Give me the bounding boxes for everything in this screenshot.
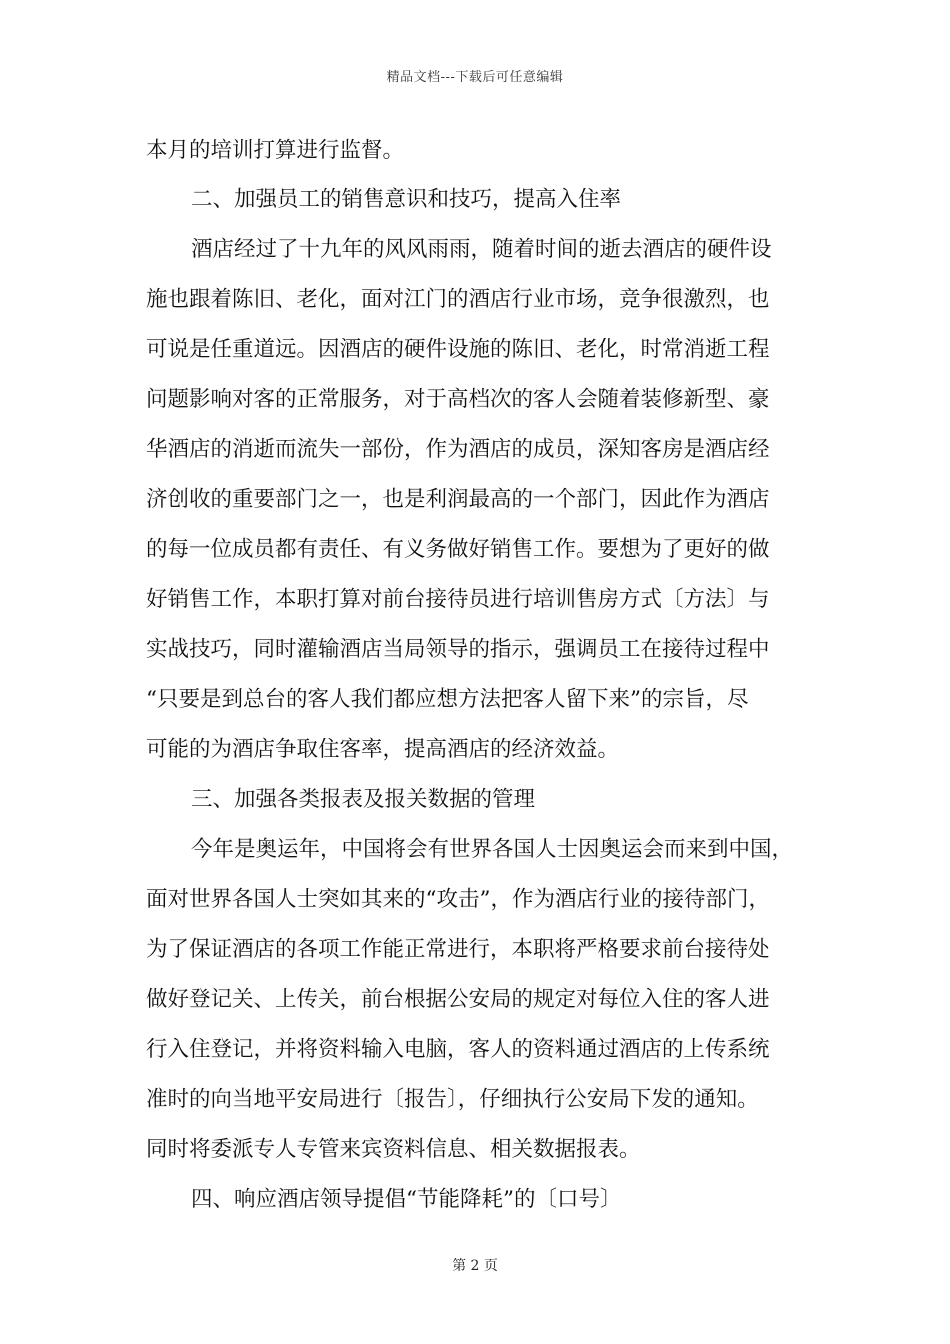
text-line-9: 的每一位成员都有责任、有义务做好销售工作。要想为了更好的做 [146,537,770,562]
text-line-11: 实战技巧，同时灌输酒店当局领导的指示，强调员工在接待过程中 [146,637,770,662]
text-line-8: 济创收的重要部门之一，也是利润最高的一个部门，因此作为酒店 [146,487,770,512]
text-line-13: 可能的为酒店争取住客率，提高酒店的经济效益。 [146,737,620,762]
text-line-16: 面对世界各国人士突如其来的“攻击”，作为酒店行业的接待部门， [146,887,770,912]
text-line-5: 可说是任重道远。因酒店的硬件设施的陈旧、老化，时常消逝工程 [146,337,770,362]
page-header: 精品文档---下载后可任意编辑 [386,70,564,85]
section-heading-3: 三、加强各类报表及报关数据的管理 [191,787,536,812]
text-line-1: 本月的培训打算进行监督。 [146,138,405,163]
text-line-6: 问题影响对客的正常服务，对于高档次的客人会随着装修新型、豪 [146,387,770,412]
text-line-12: “只要是到总台的客人我们都应想方法把客人留下来”的宗旨，尽 [146,687,749,712]
text-line-18: 做好登记关、上传关，前台根据公安局的规定对每位入住的客人进 [146,987,770,1012]
section-heading-4: 四、响应酒店领导提倡“节能降耗”的〔口号〕 [191,1187,622,1212]
text-line-15: 今年是奥运年，中国将会有世界各国人士因奥运会而来到中国， [191,837,794,862]
text-line-4: 施也跟着陈旧、老化，面对江门的酒店行业市场，竞争很激烈，也 [146,287,770,312]
section-heading-2: 二、加强员工的销售意识和技巧，提高入住率 [191,187,622,212]
text-line-17: 为了保证酒店的各项工作能正常进行，本职将严格要求前台接待处 [146,937,770,962]
text-line-20: 准时的向当地平安局进行〔报告〕，仔细执行公安局下发的通知。 [146,1087,759,1112]
text-line-3: 酒店经过了十九年的风风雨雨，随着时间的逝去酒店的硬件设 [191,237,772,262]
text-line-19: 行入住登记，并将资料输入电脑，客人的资料通过酒店的上传系统 [146,1037,770,1062]
text-line-7: 华酒店的消逝而流失一部份，作为酒店的成员，深知客房是酒店经 [146,437,770,462]
page-number: 第 2 页 [452,1258,498,1274]
text-line-21: 同时将委派专人专管来宾资料信息、相关数据报表。 [146,1137,641,1162]
text-line-10: 好销售工作，本职打算对前台接待员进行培训售房方式〔方法〕与 [146,587,770,612]
